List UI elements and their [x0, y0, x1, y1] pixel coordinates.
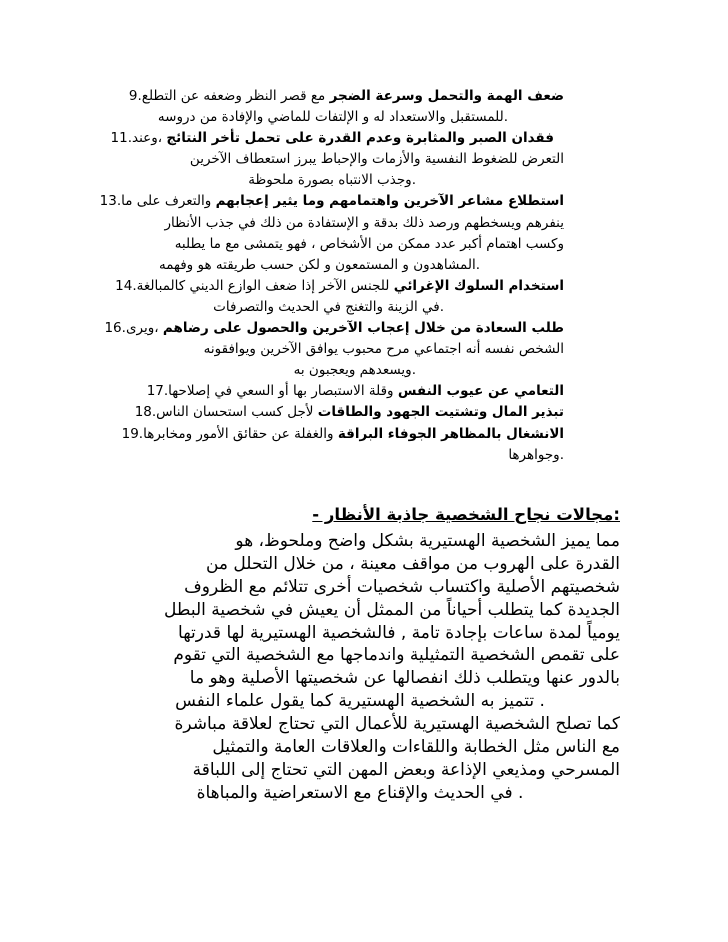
- item-13-text: والتعرف على ما.13: [99, 193, 216, 210]
- list-item-19: [88, 424, 564, 445]
- paragraph-line: شخصيتهم الأصلية واكتساب شخصيات أخرى تتلائم مع الظروف: [184, 576, 620, 597]
- list-item-9-cont: .للمستقبل والاستعداد له و الإلتفات للماضي والإفادة من دروسه: [157, 109, 508, 126]
- paragraph-line: على تقمص الشخصية التمثيلية واندماجها مع الشخصية التي تقوم: [173, 645, 620, 666]
- list-item-11-cont-2: .وجذب الانتباه بصورة ملحوظة: [248, 172, 416, 189]
- body-paragraph: [100, 530, 620, 805]
- list-item-13: [88, 191, 564, 212]
- paragraph-line: . تتميز به الشخصية الهستيرية كما يقول علماء النفس: [175, 691, 545, 712]
- list-item-17: [88, 381, 564, 402]
- paragraph-line: المسرحي ومذيعي الإذاعة وبعض المهن التي تحتاج إلى اللباقة: [192, 759, 620, 780]
- paragraph-line: القدرة على الهروب من مواقف معينة ، من خلال التحلل من: [205, 553, 620, 574]
- item-9-title: ضعف الهمة والتحمل وسرعة الضجر: [329, 88, 564, 104]
- item-13-title: استطلاع مشاعر الآخرين واهتمامهم وما يثير إعجابهم: [215, 193, 564, 210]
- list-item-13-cont-1: ينفرهم ويسخطهم ورصد ذلك بدقة و الإستفادة من ذلك في جذب الأنظار: [164, 214, 564, 231]
- item-16-text: ،ويرى.16: [104, 320, 163, 337]
- item-11-title: فقدان الصبر والمثابرة وعدم القدرة على تحمل تأخر النتائج: [166, 130, 554, 147]
- list-item-16-cont-2: .ويسعدهم ويعجبون به: [293, 362, 416, 379]
- item-19-title: الانشغال بالمظاهر الجوفاء البراقة: [337, 425, 564, 442]
- item-14-text: للجنس الآخر إذا ضعف الوازع الديني كالمبالغة.14: [115, 277, 394, 294]
- item-9-text: مع قصر النظر وضعفه عن التطلع.9: [128, 88, 330, 104]
- list-item-16: [88, 318, 564, 339]
- list-item-14: [88, 276, 564, 297]
- item-14-title: استخدام السلوك الإغرائي: [393, 277, 564, 294]
- paragraph-line: مما يميز الشخصية الهستيرية بشكل واضح وملحوظ، هو: [235, 531, 620, 551]
- paragraph-line: الجديدة كما يتطلب أحياناً من الممثل أن يعيش في شخصية البطل: [164, 599, 620, 620]
- list-item-14-cont: .في الزينة والتغنج في الحديث والتصرفات: [213, 298, 444, 315]
- paragraph-line: يومياً لمدة ساعات بإجادة تامة , فالشخصية الهستيرية لها قدرتها: [178, 622, 620, 643]
- paragraph-line: كما تصلح الشخصية الهستيرية للأعمال التي تحتاج لعلاقة مباشرة: [174, 714, 620, 735]
- item-18-text: لأجل كسب استحسان الناس.18: [134, 404, 318, 421]
- list-item-18: [88, 402, 564, 423]
- paragraph-line: بالدور عنها ويتطلب ذلك انفصالها عن شخصيتها الأصلية وهو ما: [189, 668, 620, 689]
- item-17-text: وقلة الاستبصار بها أو السعي في إصلاحها.17: [146, 383, 398, 400]
- item-17-title: التعامي عن عيوب النفس: [397, 383, 564, 400]
- section-heading: :مجالات نجاح الشخصية جاذبة الأنظار -: [312, 505, 620, 524]
- traits-list: [88, 86, 564, 466]
- list-item-13-cont-3: .المشاهدون و المستمعون و لكن حسب طريقته هو وفهمه: [158, 256, 480, 273]
- list-item-19-cont: .وجواهرها: [508, 446, 564, 463]
- item-19-text: والغفلة عن حقائق الأمور ومخابرها.19: [121, 425, 338, 442]
- paragraph-line: . في الحديث والإقناع مع الاستعراضية والمباهاة: [196, 782, 524, 803]
- list-item-13-cont-2: وكسب اهتمام أكبر عدد ممكن من الأشخاص ، فهو يتمشى مع ما يطلبه: [174, 235, 564, 252]
- list-item-11: [88, 128, 564, 149]
- item-18-title: تبذير المال وتشتيت الجهود والطاقات: [317, 404, 564, 421]
- list-item-11-cont-1: التعرض للضغوط النفسية والأزمات والإحباط يبرز استعطاف الآخرين: [189, 151, 564, 168]
- list-item-9: [88, 86, 564, 107]
- list-item-16-cont-1: الشخص نفسه أنه اجتماعي مرح محبوب يوافق الآخرين ويوافقونه: [203, 341, 564, 358]
- paragraph-line: مع الناس مثل الخطابة واللقاءات والعلاقات العامة والتمثيل: [212, 737, 620, 758]
- item-16-title: طلب السعادة من خلال إعجاب الآخرين والحصول على رضاهم: [162, 320, 564, 337]
- item-11-text: ،وعند.11: [110, 130, 167, 147]
